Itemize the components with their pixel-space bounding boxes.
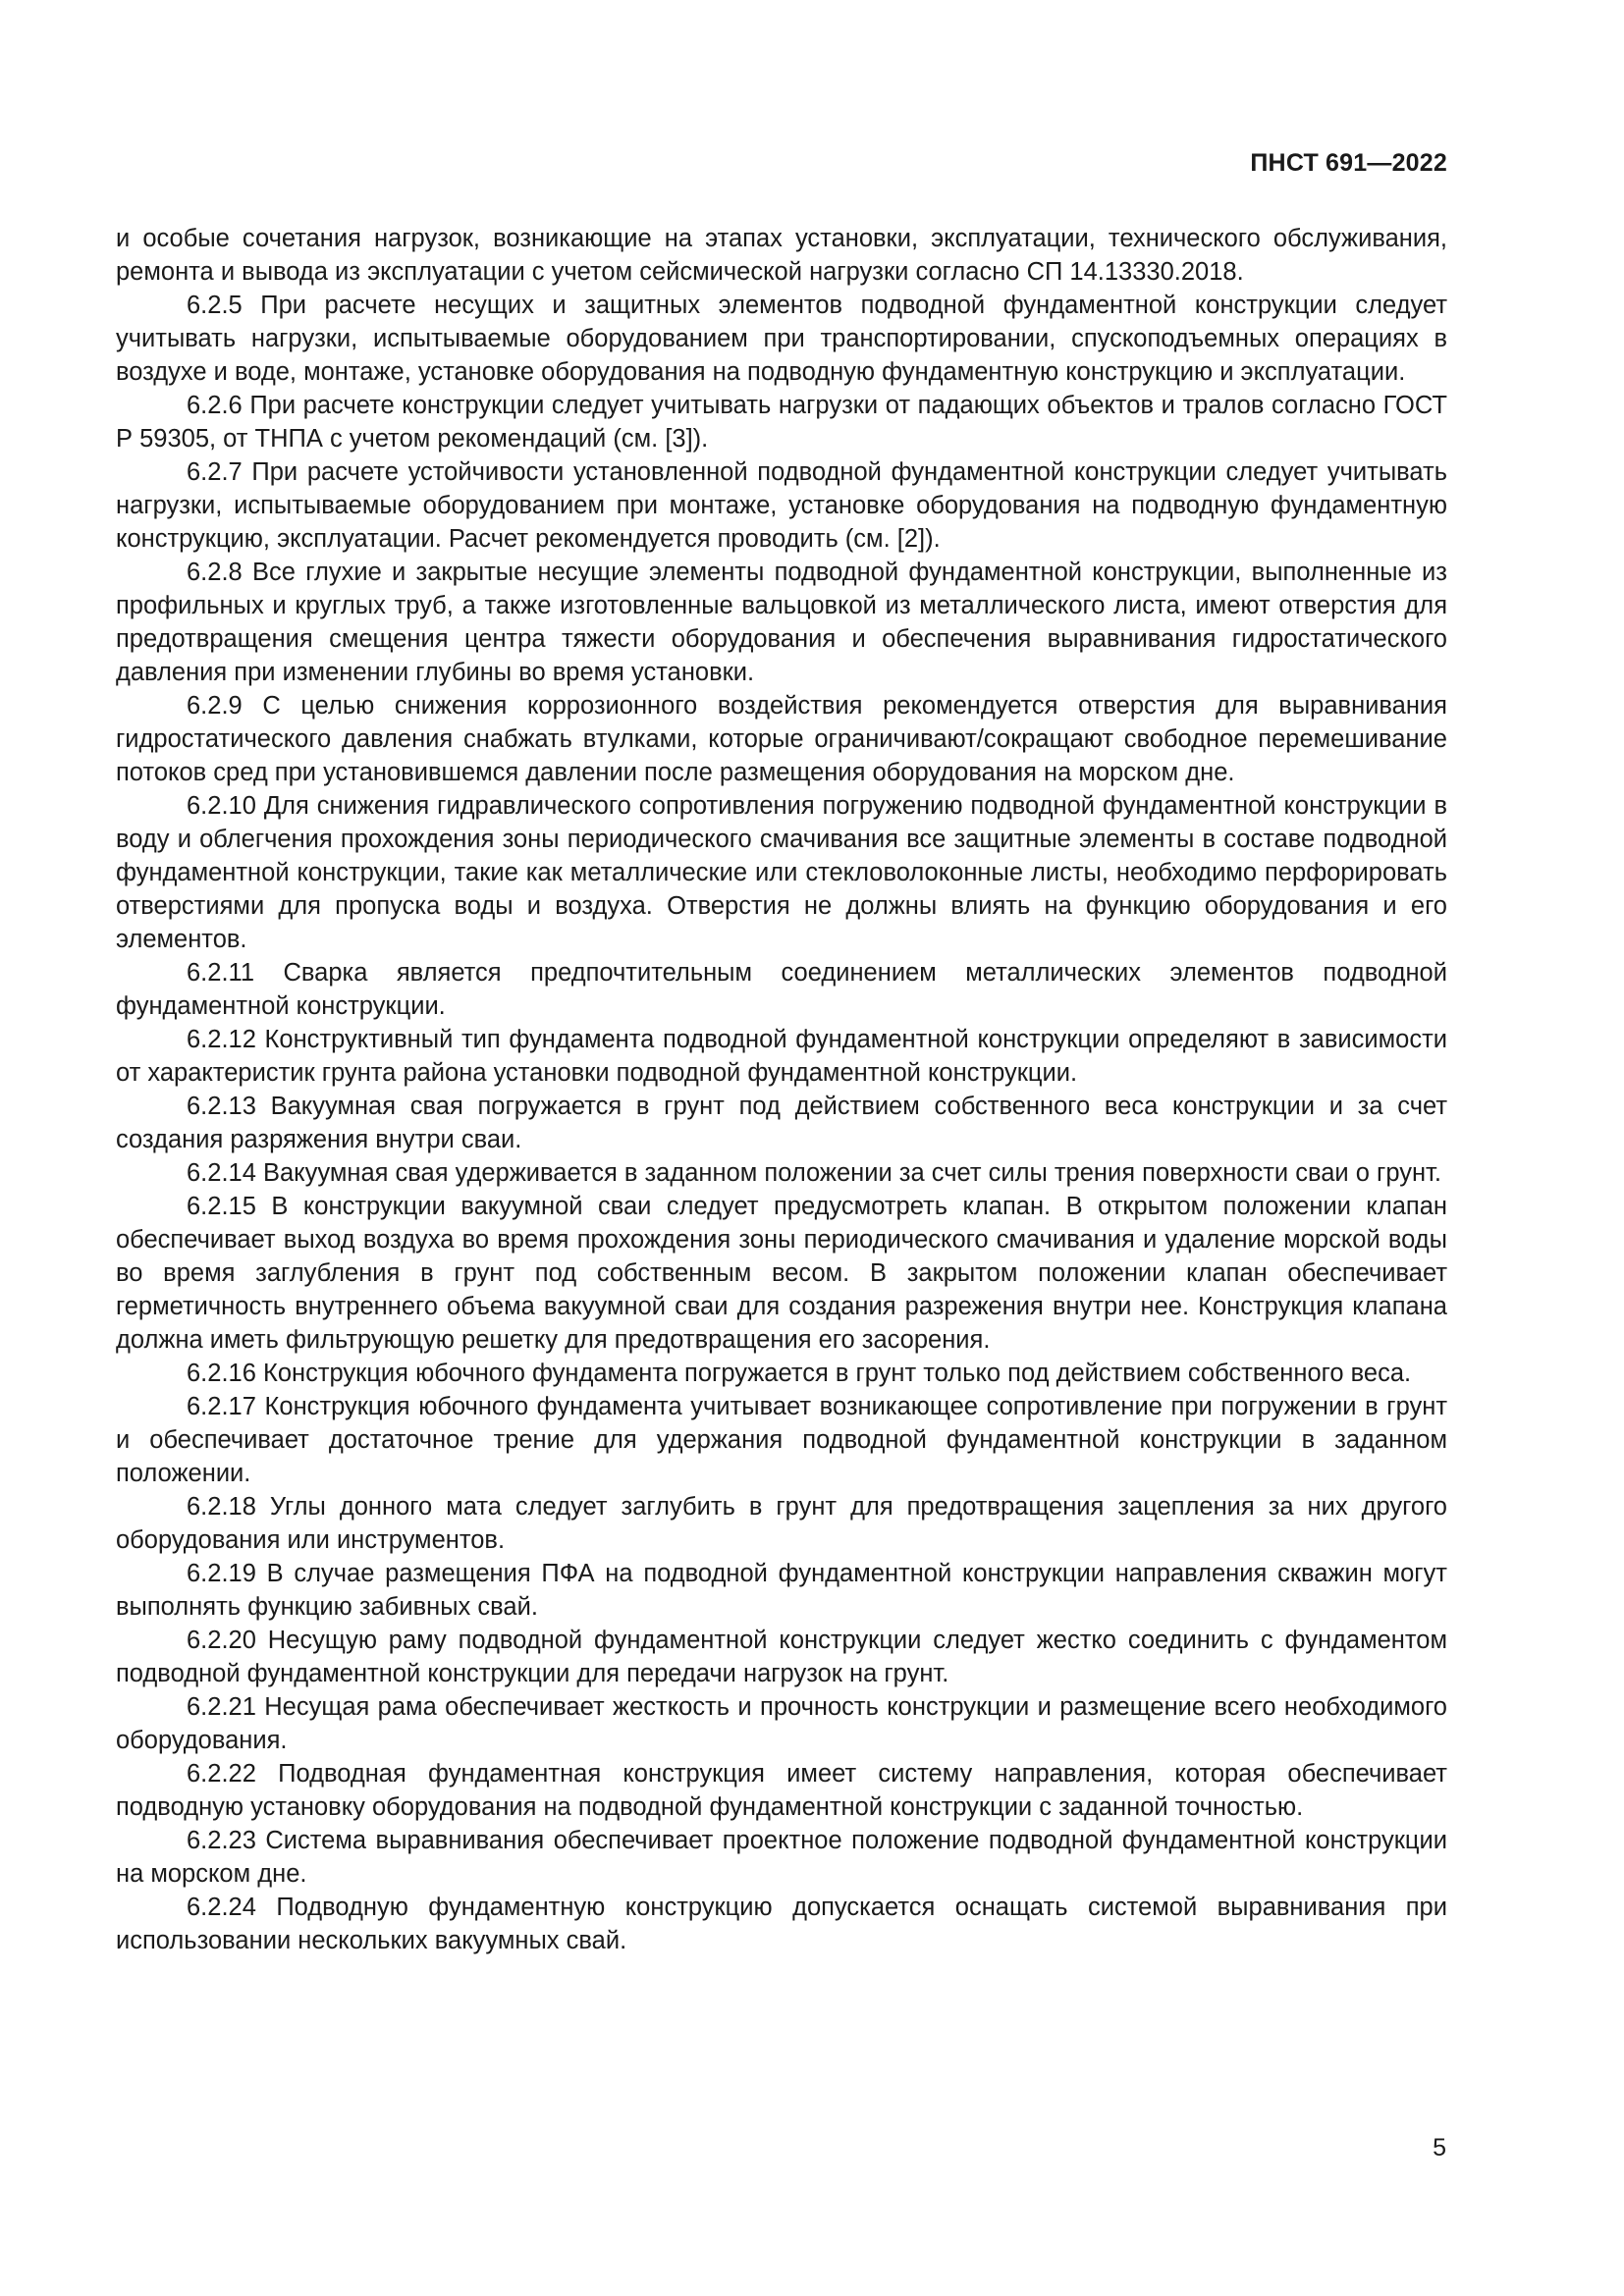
paragraph-6-2-22: 6.2.22 Подводная фундаментная конструкция имеет систему направления, которая обеспечивает подводную установку оборудования на подводной фундаментной конструкции с заданной точностью. (116, 1760, 1447, 1821)
paragraph-6-2-17: 6.2.17 Конструкция юбочного фундамента учитывает возникающее сопротивление при погружении в грунт и обеспечивает достаточное трение для удержания подводной фундаментной конструкции в заданном положении. (116, 1393, 1447, 1487)
paragraph-6-2-23: 6.2.23 Система выравнивания обеспечивает проектное положение подводной фундаментной конструкции на морском дне. (116, 1827, 1447, 1888)
paragraph-6-2-5: 6.2.5 При расчете несущих и защитных элементов подводной фундаментной конструкции следует учитывать нагрузки, испытываемые оборудованием при транспортировании, спускоподъемных операциях в воздухе и воде, монтаже, установке оборудования на подводную фундаментную конструкцию и эксплуатации. (116, 292, 1447, 386)
paragraph-6-2-18: 6.2.18 Углы донного мата следует заглубить в грунт для предотвращения зацепления за них другого оборудования или инструментов. (116, 1493, 1447, 1554)
paragraph-6-2-19: 6.2.19 В случае размещения ПФА на подводной фундаментной конструкции направления скважин могут выполнять функцию забивных свай. (116, 1560, 1447, 1621)
document-body (116, 222, 1447, 1957)
paragraph-6-2-10: 6.2.10 Для снижения гидравлического сопротивления погружению подводной фундаментной конструкции в воду и облегчения прохождения зоны периодического смачивания все защитные элементы в составе подводной фундаментной конструкции, такие как металлические или стекловолоконные листы, необходимо перфорировать отверстиями для пропуска воды и воздуха. Отверстия не должны влиять на функцию оборудования и его элементов. (116, 792, 1447, 953)
paragraph-6-2-13: 6.2.13 Вакуумная свая погружается в грунт под действием собственного веса конструкции и за счет создания разряжения внутри сваи. (116, 1093, 1447, 1153)
document-id-header: ПНСТ 691—2022 (1250, 149, 1447, 177)
paragraph-6-2-20: 6.2.20 Несущую раму подводной фундаментной конструкции следует жестко соединить с фундаментом подводной фундаментной конструкции для передачи нагрузок на грунт. (116, 1627, 1447, 1687)
paragraph-6-2-24: 6.2.24 Подводную фундаментную конструкцию допускается оснащать системой выравнивания при использовании нескольких вакуумных свай. (116, 1894, 1447, 1954)
paragraph-6-2-9: 6.2.9 С целью снижения коррозионного воздействия рекомендуется отверстия для выравнивания гидростатического давления снабжать втулками, которые ограничивают/сокращают свободное перемешивание потоков сред при установившемся давлении после размещения оборудования на морском дне. (116, 692, 1447, 786)
paragraph-6-2-16: 6.2.16 Конструкция юбочного фундамента погружается в грунт только под действием собственного веса. (187, 1360, 1412, 1387)
paragraph-6-2-12: 6.2.12 Конструктивный тип фундамента подводной фундаментной конструкции определяют в зависимости от характеристик грунта района установки подводной фундаментной конструкции. (116, 1026, 1447, 1087)
paragraph-continuation: и особые сочетания нагрузок, возникающие на этапах установки, эксплуатации, технического обслуживания, ремонта и вывода из эксплуатации с учетом сейсмической нагрузки согласно СП 14.13330.2018. (116, 225, 1447, 286)
paragraph-6-2-11: 6.2.11 Сварка является предпочтительным соединением металлических элементов подводной фундаментной конструкции. (116, 959, 1447, 1020)
paragraph-6-2-6: 6.2.6 При расчете конструкции следует учитывать нагрузки от падающих объектов и тралов согласно ГОСТ Р 59305, от ТНПА с учетом рекомендаций (см. [3]). (116, 392, 1447, 453)
paragraph-6-2-21: 6.2.21 Несущая рама обеспечивает жесткость и прочность конструкции и размещение всего необходимого оборудования. (116, 1693, 1447, 1754)
paragraph-6-2-14: 6.2.14 Вакуумная свая удерживается в заданном положении за счет силы трения поверхности сваи о грунт. (187, 1159, 1441, 1187)
paragraph-6-2-7: 6.2.7 При расчете устойчивости установленной подводной фундаментной конструкции следует учитывать нагрузки, испытываемые оборудованием при монтаже, установке оборудования на подводную фундаментную конструкцию, эксплуатации. Расчет рекомендуется проводить (см. [2]). (116, 458, 1447, 553)
paragraph-6-2-15: 6.2.15 В конструкции вакуумной сваи следует предусмотреть клапан. В открытом положении клапан обеспечивает выход воздуха во время прохождения зоны периодического смачивания и удаление морской воды во время заглубления в грунт под собственным весом. В закрытом положении клапан обеспечивает герметичность внутреннего объема вакуумной сваи для создания разрежения внутри нее. Конструкция клапана должна иметь фильтрующую решетку для предотвращения его засорения. (116, 1193, 1447, 1354)
page-number: 5 (1433, 2134, 1446, 2162)
paragraph-6-2-8: 6.2.8 Все глухие и закрытые несущие элементы подводной фундаментной конструкции, выполненные из профильных и круглых труб, а также изготовленные вальцовкой из металлического листа, имеют отверстия для предотвращения смещения центра тяжести оборудования и обеспечения выравнивания гидростатического давления при изменении глубины во время установки. (116, 559, 1447, 686)
